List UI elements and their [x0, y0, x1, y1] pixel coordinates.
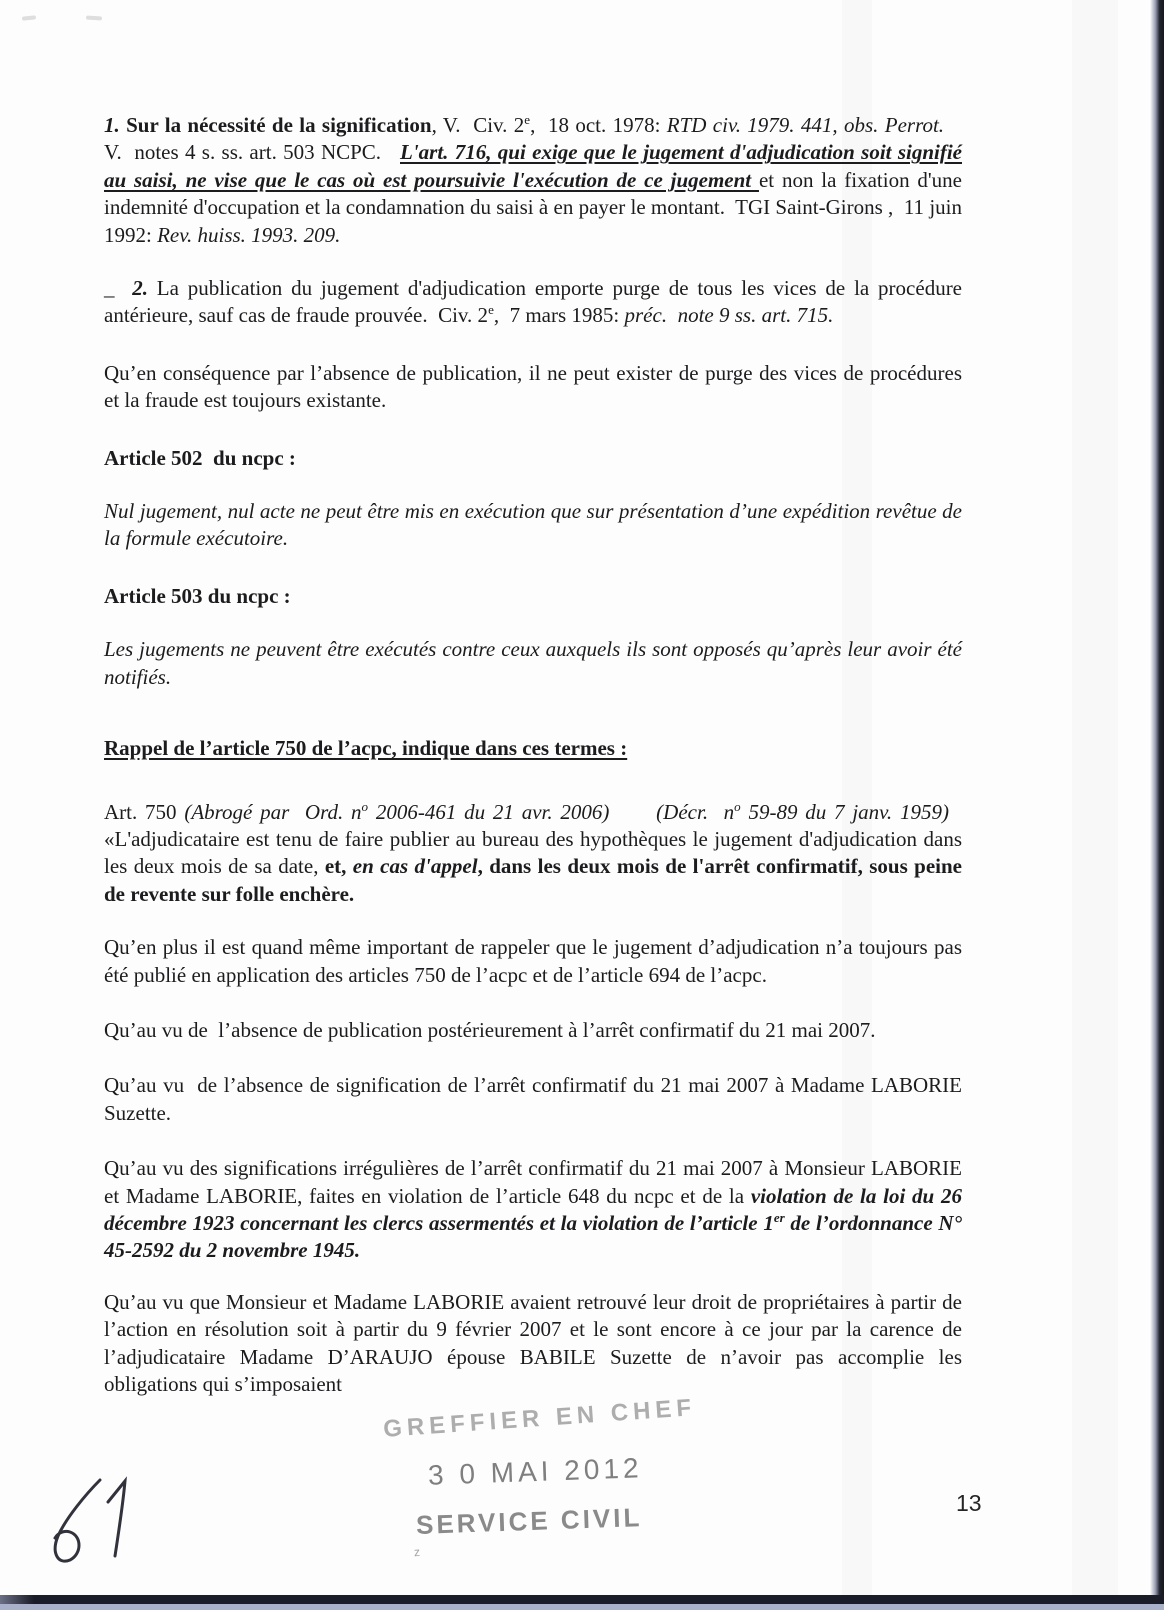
text-segment: Qu’au vu des significations irrégulières de l’arrêt confirmatif du 21 mai 2007 à Monsieur LABORIE et Madame LABORIE, faites en violation de l’article 648 du ncpc et de la: [104, 1156, 962, 1208]
text-segment: Article 502 du ncpc :: [104, 445, 296, 470]
heading-article-502: [104, 445, 962, 472]
text-segment: 2006-461 du 21 avr. 2006): [368, 799, 610, 824]
text-segment: , V. Civ. 2: [431, 113, 525, 137]
paragraph-note-1: [104, 112, 962, 249]
paragraph-consequence: [104, 360, 962, 415]
text-segment: RTD civ. 1979. 441, obs. Perrot.: [666, 113, 945, 137]
quote-article-503: [104, 636, 962, 691]
text-segment: Rappel de l’article 750 de l’acpc, indique dans ces termes :: [104, 736, 628, 761]
text-segment: e: [488, 302, 494, 318]
text-segment: Les jugements ne peuvent être exécutés contre ceux auxquels ils sont opposés qu’après leur avoir été notifiés.: [104, 637, 962, 689]
text-segment: , 18 oct. 1978:: [530, 113, 667, 137]
paragraph-quau-vu-proprietaires: [104, 1289, 962, 1399]
paragraph-quau-vu-publication: [104, 1017, 962, 1044]
text-segment: Sur la nécessité de la signification: [119, 113, 432, 137]
text-segment: 2.: [132, 276, 148, 301]
text-segment: Qu’en plus il est quand même important de rappeler que le jugement d’adjudication n’a toujours pas été publié en application des articles 750 de l’acpc et de l’article 694 de l’acpc.: [104, 935, 962, 987]
text-segment: V. notes 4 s. ss. art. 503 NCPC.: [104, 113, 962, 165]
text-segment: Qu’au vu de l’absence de publication postérieurement à l’arrêt confirmatif du 21 mai 2007.: [104, 1017, 876, 1042]
scan-edge-bottom-light: [0, 1604, 1164, 1610]
paragraph-quau-vu-irregulieres: [104, 1155, 962, 1265]
stamp-service-civil: SERVICE CIVIL: [415, 1502, 643, 1540]
text-segment: Qu’au vu que Monsieur et Madame LABORIE avaient retrouvé leur droit de propriétaires à partir de l’action en résolution soit à partir du 9 février 2007 et le sont encore à ce jour par la carence de l’adjudicataire Madame D’ARAUJO épouse BABILE Suzette de n’avoir pas accomplie les obligations qui s’imposaient: [104, 1289, 962, 1396]
page-number: 13: [956, 1490, 982, 1516]
scan-edge-bottom: [0, 1595, 1164, 1604]
text-segment: Article 503 du ncpc :: [104, 583, 291, 608]
text-segment: _: [104, 276, 133, 301]
document-body: [104, 112, 962, 1398]
stamp-greffier-en-chef: GREFFIER EN CHEF: [382, 1394, 697, 1443]
text-segment: 1.: [104, 113, 120, 137]
stamp-date: 3 0 MAI 2012: [427, 1452, 644, 1491]
text-segment: «L'adjudicataire est tenu de faire publier au bureau des hypothèques le jugement d'adjudication dans les deux mois de sa date,: [104, 799, 963, 879]
scan-streak: [1072, 0, 1118, 1610]
text-segment: Nul jugement, nul acte ne peut être mis en exécution que sur présentation d’une expédition revêtue de la formule exécutoire.: [104, 499, 962, 551]
heading-rappel-750: [104, 735, 962, 762]
text-segment: Rev. huiss. 1993. 209.: [157, 222, 341, 247]
text-segment: [609, 800, 656, 824]
paragraph-article-750: [104, 799, 962, 909]
text-segment: er: [773, 1209, 785, 1225]
paragraph-quau-vu-signification: [104, 1072, 962, 1127]
text-segment: et non la fixation d'une indemnité d'occupation et la condamnation du saisi à en payer le montant. TGI Saint-Girons , 11 juin 1992:: [104, 167, 963, 247]
text-segment: , dans les deux mois de l'arrêt confirmatif, sous peine de revente sur folle enchère.: [104, 854, 963, 906]
text-segment: de l’ordonnance N° 45-2592 du 2 novembre 1945.: [104, 1210, 962, 1263]
paragraph-quen-plus: [104, 934, 962, 989]
scan-smudge: [22, 15, 36, 20]
handwritten-number-61: [24, 1468, 154, 1578]
text-segment: violation de la loi du 26 décembre 1923 concernant les clercs assermentés et la violation de l’article 1: [104, 1183, 962, 1235]
text-segment: en cas d'appel: [352, 854, 478, 879]
text-segment: Qu’en conséquence par l’absence de publication, il ne peut exister de purge des vices de procédures et la fraude est toujours existante.: [104, 360, 962, 413]
text-segment: (Décr. n: [656, 799, 735, 824]
text-segment: o: [734, 798, 741, 814]
scan-smudge: [86, 15, 102, 20]
text-segment: Qu’au vu de l’absence de signification de l’arrêt confirmatif du 21 mai 2007 à Madame LABORIE Suzette.: [104, 1073, 962, 1125]
text-segment: 59-89 du 7 janv. 1959): [740, 799, 949, 824]
text-segment: o: [361, 798, 369, 814]
text-segment: L'art. 716, qui exige que le jugement d'adjudication soit signifié au saisi, ne vise que le cas où est poursuivie l'exécution de ce jugement: [104, 140, 962, 192]
stamp-ink-smudge: z: [413, 1544, 421, 1560]
paragraph-note-2: [104, 275, 962, 330]
heading-article-503: [104, 583, 962, 610]
text-segment: (Abrogé par Ord. n: [184, 799, 362, 824]
text-segment: e: [524, 112, 531, 127]
text-segment: préc. note 9 ss. art. 715.: [624, 303, 834, 328]
text-segment: , 7 mars 1985:: [493, 303, 625, 328]
text-segment: Art. 750: [104, 799, 185, 824]
scan-edge-right: [1150, 0, 1164, 1610]
text-segment: et,: [324, 854, 353, 879]
text-segment: La publication du jugement d'adjudication emporte purge de tous les vices de la procédure antérieure, sauf cas de fraude prouvée. Civ. 2: [104, 276, 963, 328]
quote-article-502: [104, 498, 962, 553]
